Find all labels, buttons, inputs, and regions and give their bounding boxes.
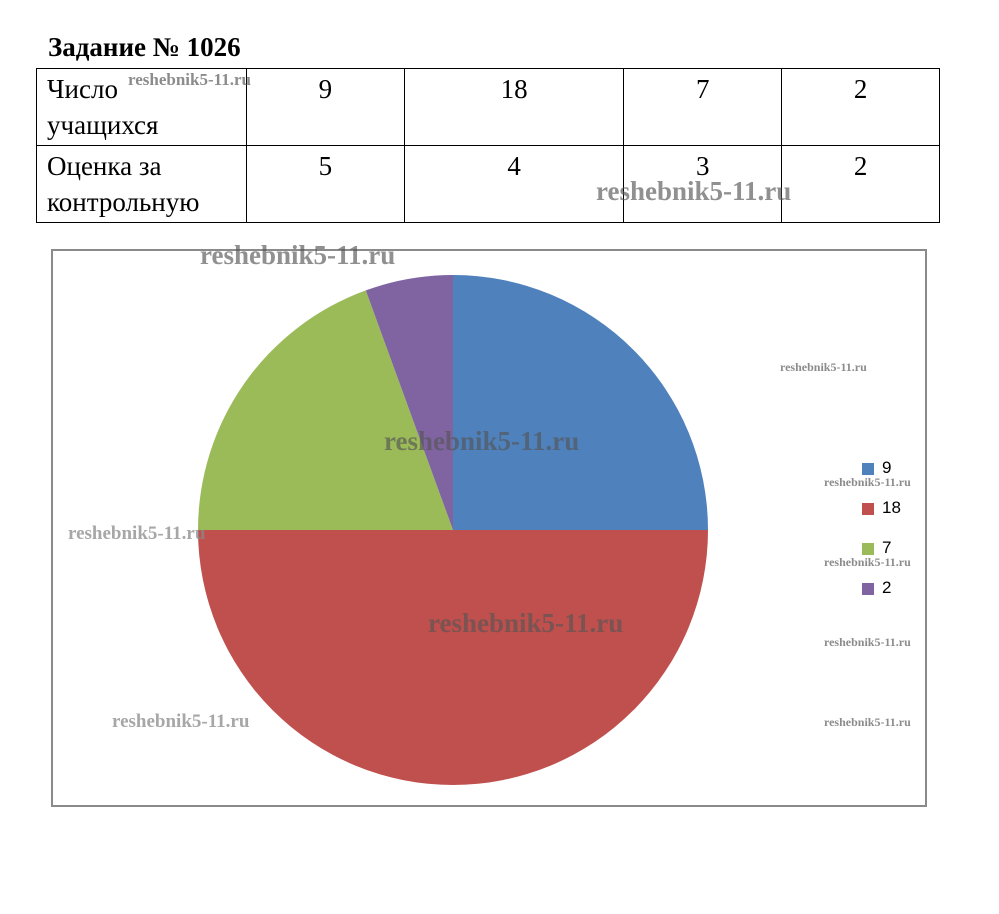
table-cell: 3 <box>624 146 782 223</box>
watermark: reshebnik5-11.ru <box>824 475 911 489</box>
watermark: reshebnik5-11.ru <box>200 240 396 270</box>
watermark: reshebnik5-11.ru <box>596 176 792 206</box>
table-cell: 2 <box>782 146 940 223</box>
table-cell: 7 <box>624 69 782 146</box>
legend-swatch <box>862 503 874 515</box>
legend-label: 9 <box>882 458 892 477</box>
pie-slice-9 <box>453 275 708 530</box>
legend-swatch <box>862 543 874 555</box>
watermark: reshebnik5-11.ru <box>824 715 911 729</box>
watermark: reshebnik5-11.ru <box>428 608 624 638</box>
legend-label: 18 <box>882 498 901 517</box>
watermark: reshebnik5-11.ru <box>128 70 251 89</box>
legend-label: 7 <box>882 538 892 557</box>
watermark: reshebnik5-11.ru <box>824 555 911 569</box>
table-cell: 18 <box>404 69 624 146</box>
watermark: reshebnik5-11.ru <box>68 523 206 544</box>
legend-swatch <box>862 583 874 595</box>
row-header: Число учащихся <box>37 69 247 146</box>
pie-slice-18 <box>198 530 708 785</box>
page-title: Задание № 1026 <box>48 32 241 62</box>
table-cell: 4 <box>404 146 624 223</box>
watermark: reshebnik5-11.ru <box>824 635 911 649</box>
legend-label: 2 <box>882 578 892 597</box>
row-header: Оценка за контрольную <box>37 146 247 223</box>
table-cell: 2 <box>782 69 940 146</box>
watermark: reshebnik5-11.ru <box>112 711 250 732</box>
watermark: reshebnik5-11.ru <box>780 360 867 374</box>
legend-item <box>862 498 901 518</box>
legend-swatch <box>862 463 874 475</box>
table-cell: 9 <box>247 69 405 146</box>
watermark: reshebnik5-11.ru <box>384 426 580 456</box>
table-cell: 5 <box>247 146 405 223</box>
legend-item <box>862 578 891 598</box>
